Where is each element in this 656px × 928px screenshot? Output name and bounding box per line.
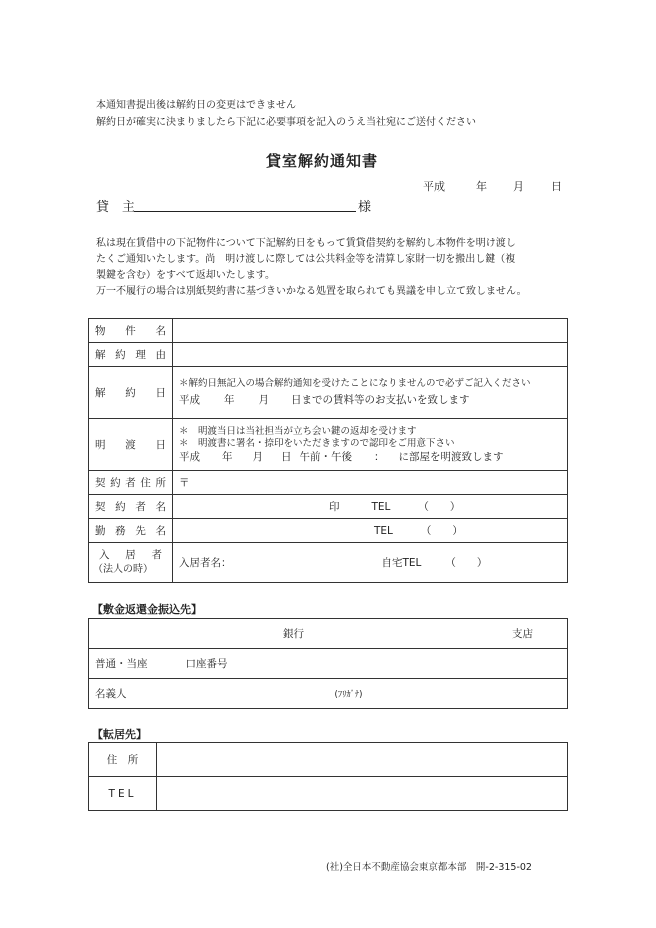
landlord-suffix: 様 xyxy=(358,200,372,215)
date-month: 月 xyxy=(513,180,524,193)
handover-era: 平成 xyxy=(179,450,200,463)
row-handover xyxy=(89,419,568,471)
row-address xyxy=(89,471,568,495)
cancel-year: 年 xyxy=(224,394,235,406)
row-cancel-date xyxy=(89,367,568,419)
note-line-2: 解約日が確実に決まりましたら下記に必要事項を記入のうえ当社宛にご送付ください xyxy=(96,117,476,128)
handover-month: 月 xyxy=(252,450,263,463)
body-line-4: 万一不履行の場合は別紙契約書に基づきいかなる処置を取られても異議を申し立て致しません。 xyxy=(96,286,527,297)
body-line-3: 製鍵を含む）をすべて返却いたします。 xyxy=(96,270,275,281)
date-day: 日 xyxy=(551,180,562,193)
handover-label: 明渡日 xyxy=(89,419,173,471)
row-reason xyxy=(89,343,568,367)
seal-mark: 印 xyxy=(329,501,340,513)
forward-table xyxy=(88,742,568,811)
postal-mark: 〒 xyxy=(179,477,190,489)
reason-field[interactable] xyxy=(173,343,568,367)
date-era: 平成 xyxy=(423,180,445,193)
handover-year: 年 xyxy=(222,450,233,463)
cancel-date-note: ＊解約日無記入の場合解約通知を受けたことになりませんので必ずご記入ください xyxy=(179,378,531,389)
contractor-tel-paren: （ ） xyxy=(418,501,461,513)
property-label: 物件名 xyxy=(89,319,173,343)
furigana-label: (ﾌﾘｶﾞﾅ) xyxy=(334,690,363,700)
forward-row-address xyxy=(89,743,568,777)
main-table xyxy=(88,318,568,583)
workplace-tel-paren: （ ） xyxy=(420,525,463,537)
handover-day: 日 xyxy=(281,450,292,463)
refund-row-holder xyxy=(89,679,568,709)
reason-label: 解約理由 xyxy=(89,343,173,367)
account-number-label: 口座番号 xyxy=(185,658,228,670)
address-field[interactable] xyxy=(173,471,568,495)
resident-field[interactable] xyxy=(173,543,568,583)
resident-tel-paren: （ ） xyxy=(445,557,488,569)
forward-address-label: 住 所 xyxy=(89,743,157,777)
landlord-label: 貸 主 xyxy=(96,200,136,215)
branch-label: 支店 xyxy=(512,628,533,640)
account-field[interactable] xyxy=(89,649,568,679)
document-title: 貸室解約通知書 xyxy=(266,152,379,170)
handover-field[interactable] xyxy=(173,419,568,471)
handover-line xyxy=(179,450,561,464)
resident-tel: 自宅TEL xyxy=(381,557,422,569)
account-type: 普通・当座 xyxy=(95,658,148,670)
contractor-label: 契約者名 xyxy=(89,495,173,519)
cancel-era: 平成 xyxy=(179,394,200,406)
contractor-tel: TEL xyxy=(371,501,391,513)
bank-field[interactable] xyxy=(89,619,568,649)
workplace-field[interactable] xyxy=(173,519,568,543)
row-property xyxy=(89,319,568,343)
landlord-name-field[interactable] xyxy=(134,196,356,212)
forward-address-field[interactable] xyxy=(157,743,568,777)
handover-text: に部屋を明渡致します xyxy=(398,450,504,463)
resident-label-cell xyxy=(89,543,173,583)
refund-row-bank xyxy=(89,619,568,649)
body-line-1: 私は現在賃借中の下記物件について下記解約日をもって賃貸借契約を解約し本物件を明け渡し xyxy=(96,238,516,249)
cancel-date-label: 解約日 xyxy=(89,367,173,419)
handover-note-2: ＊ 明渡書に署名・捺印をいただきますので認印をご用意下さい xyxy=(179,437,455,449)
forward-heading: 【転居先】 xyxy=(92,728,147,741)
resident-name-label: 入居者名： xyxy=(179,557,232,569)
cancel-month: 月 xyxy=(258,394,269,406)
row-workplace xyxy=(89,519,568,543)
address-label: 契約者住所 xyxy=(89,471,173,495)
forward-row-tel xyxy=(89,777,568,811)
holder-field[interactable] xyxy=(89,679,568,709)
handover-colon: ： xyxy=(374,450,385,463)
cancel-date-line xyxy=(179,393,561,407)
refund-heading: 【敷金返還金振込先】 xyxy=(92,603,202,616)
cancel-text: 日までの賃料等のお支払いを致します xyxy=(291,394,470,406)
property-field[interactable] xyxy=(173,319,568,343)
body-paragraph xyxy=(96,236,527,300)
forward-tel-label: TEL xyxy=(89,777,157,811)
row-resident xyxy=(89,543,568,583)
holder-label: 名義人 xyxy=(95,688,127,700)
handover-ampm: 午前・午後 xyxy=(299,450,352,463)
row-contractor xyxy=(89,495,568,519)
forward-tel-field[interactable] xyxy=(157,777,568,811)
date-year: 年 xyxy=(476,180,487,193)
resident-label: 入居者 xyxy=(99,549,162,561)
workplace-label: 勤務先名 xyxy=(89,519,173,543)
body-line-2: たくご通知いたします。尚 明け渡しに際しては公共料金等を清算し家財一切を搬出し鍵（複 xyxy=(96,254,516,265)
note-line-1: 本通知書提出後は解約日の変更はできません xyxy=(96,100,296,111)
resident-sublabel: （法人の時） xyxy=(93,564,153,575)
cancel-date-field[interactable] xyxy=(173,367,568,419)
refund-row-account xyxy=(89,649,568,679)
workplace-tel: TEL xyxy=(374,525,393,537)
refund-table xyxy=(88,618,568,709)
footer-text: (社)全日本不動産協会東京都本部 開-2-315-02 xyxy=(326,862,532,873)
contractor-field[interactable] xyxy=(173,495,568,519)
bank-label: 銀行 xyxy=(283,628,304,640)
handover-note-1: ＊ 明渡当日は当社担当が立ち会い鍵の返却を受けます xyxy=(179,425,417,437)
